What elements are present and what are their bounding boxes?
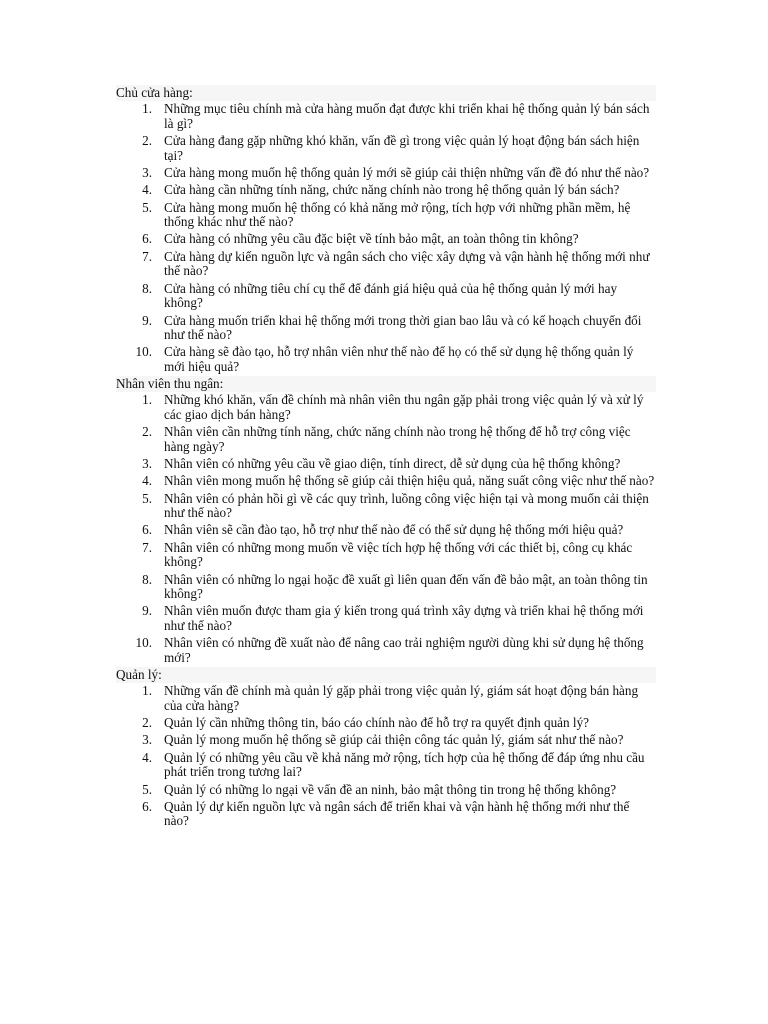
question-number: 2. bbox=[142, 133, 152, 149]
question-text: Nhân viên có những lo ngại hoặc đề xuất gì liên quan đến vấn đề bảo mật, an toàn thông tin không? bbox=[164, 571, 648, 602]
question-text: Nhân viên có những đề xuất nào để nâng cao trải nghiệm người dùng khi sử dụng hệ thống mới? bbox=[164, 635, 644, 665]
question-item bbox=[116, 749, 656, 781]
question-item bbox=[116, 732, 656, 749]
question-list bbox=[116, 683, 656, 830]
question-item bbox=[116, 473, 656, 490]
question-item bbox=[116, 571, 656, 603]
question-item bbox=[116, 248, 656, 280]
question-item bbox=[116, 781, 656, 798]
question-section bbox=[116, 376, 656, 667]
question-number: 3. bbox=[142, 732, 152, 748]
question-text: Quản lý có những yêu cầu về khả năng mở rộng, tích hợp của hệ thống để đáp ứng nhu cầu phát triển trong tương lai? bbox=[164, 749, 645, 780]
question-number: 4. bbox=[142, 473, 152, 489]
question-text: Nhân viên mong muốn hệ thống sẽ giúp cải thiện hiệu quả, năng suất công việc như thế nào? bbox=[164, 473, 655, 489]
question-number: 4. bbox=[142, 749, 152, 765]
question-item bbox=[116, 231, 656, 248]
question-text: Cửa hàng sẽ đào tạo, hỗ trợ nhân viên như thế nào để họ có thể sử dụng hệ thống quản lý mới hiệu quả? bbox=[164, 344, 634, 374]
question-item bbox=[116, 392, 656, 424]
question-item bbox=[116, 344, 656, 376]
question-item bbox=[116, 101, 656, 133]
document-content bbox=[116, 85, 656, 830]
question-text: Cửa hàng mong muốn hệ thống quản lý mới sẽ giúp cải thiện những vấn đề đó như thế nào? bbox=[164, 165, 650, 181]
question-item bbox=[116, 424, 656, 456]
question-item bbox=[116, 456, 656, 473]
question-number: 4. bbox=[142, 182, 152, 198]
question-number: 3. bbox=[142, 165, 152, 181]
question-number: 7. bbox=[142, 248, 152, 264]
question-text: Nhân viên sẽ cần đào tạo, hỗ trợ như thế nào để có thể sử dụng hệ thống mới hiệu quả? bbox=[164, 522, 624, 538]
question-text: Những khó khăn, vấn đề chính mà nhân viên thu ngân gặp phải trong việc quản lý và xử lý các giao dịch bán hàng? bbox=[164, 392, 644, 422]
question-number: 5. bbox=[142, 490, 152, 506]
question-text: Quản lý dự kiến nguồn lực và ngân sách để triển khai và vận hành hệ thống mới như thế nào? bbox=[164, 798, 630, 829]
question-item bbox=[116, 199, 656, 231]
section-heading: Nhân viên thu ngân: bbox=[116, 376, 656, 392]
question-text: Cửa hàng cần những tính năng, chức năng chính nào trong hệ thống quản lý bán sách? bbox=[164, 182, 620, 198]
question-number: 10. bbox=[135, 344, 152, 360]
question-item bbox=[116, 182, 656, 199]
question-item bbox=[116, 635, 656, 667]
question-text: Nhân viên có những yêu cầu về giao diện, tính direct, dễ sử dụng của hệ thống không? bbox=[164, 456, 621, 472]
question-number: 5. bbox=[142, 781, 152, 797]
question-text: Cửa hàng có những tiêu chí cụ thể để đánh giá hiệu quả của hệ thống quản lý mới hay không? bbox=[164, 280, 618, 311]
question-text: Những vấn đề chính mà quản lý gặp phải trong việc quản lý, giám sát hoạt động bán hàng của cửa hàng? bbox=[164, 683, 639, 713]
question-text: Cửa hàng có những yêu cầu đặc biệt về tính bảo mật, an toàn thông tin không? bbox=[164, 231, 579, 247]
question-number: 6. bbox=[142, 522, 152, 538]
question-text: Nhân viên có những mong muốn về việc tích hợp hệ thống với các thiết bị, công cụ khác không? bbox=[164, 539, 633, 570]
question-text: Quản lý mong muốn hệ thống sẽ giúp cải thiện công tác quản lý, giám sát như thế nào? bbox=[164, 732, 624, 748]
question-number: 1. bbox=[142, 392, 152, 408]
question-number: 1. bbox=[142, 101, 152, 117]
question-text: Nhân viên có phản hồi gì về các quy trình, luồng công việc hiện tại và mong muốn cải thiện như thế nào? bbox=[164, 490, 649, 521]
question-number: 8. bbox=[142, 280, 152, 296]
question-list bbox=[116, 101, 656, 376]
question-item bbox=[116, 539, 656, 571]
question-item bbox=[116, 603, 656, 635]
question-text: Cửa hàng muốn triển khai hệ thống mới trong thời gian bao lâu và có kế hoạch chuyển đổi như thế nào? bbox=[164, 312, 642, 343]
question-item bbox=[116, 683, 656, 715]
question-item bbox=[116, 312, 656, 344]
question-item bbox=[116, 715, 656, 732]
question-number: 6. bbox=[142, 231, 152, 247]
question-number: 2. bbox=[142, 715, 152, 731]
question-section bbox=[116, 85, 656, 376]
question-item bbox=[116, 165, 656, 182]
question-number: 2. bbox=[142, 424, 152, 440]
question-item bbox=[116, 522, 656, 539]
question-number: 5. bbox=[142, 199, 152, 215]
question-number: 7. bbox=[142, 539, 152, 555]
question-section bbox=[116, 667, 656, 830]
question-number: 1. bbox=[142, 683, 152, 699]
question-text: Quản lý có những lo ngại về vấn đề an ninh, bảo mật thông tin trong hệ thống không? bbox=[164, 781, 617, 797]
question-text: Quản lý cần những thông tin, báo cáo chính nào để hỗ trợ ra quyết định quản lý? bbox=[164, 715, 590, 731]
question-item bbox=[116, 799, 656, 831]
question-text: Cửa hàng đang gặp những khó khăn, vấn đề gì trong việc quản lý hoạt động bán sách hiện tại? bbox=[164, 133, 640, 163]
question-list bbox=[116, 392, 656, 667]
question-number: 3. bbox=[142, 456, 152, 472]
question-number: 10. bbox=[135, 635, 152, 651]
question-number: 8. bbox=[142, 571, 152, 587]
section-heading: Quản lý: bbox=[116, 667, 656, 683]
question-item bbox=[116, 280, 656, 312]
question-text: Những mục tiêu chính mà cửa hàng muốn đạt được khi triển khai hệ thống quản lý bán sách là gì? bbox=[164, 101, 650, 131]
question-text: Nhân viên muốn được tham gia ý kiến trong quá trình xây dựng và triển khai hệ thống mới như thế nào? bbox=[164, 603, 644, 634]
question-text: Nhân viên cần những tính năng, chức năng chính nào trong hệ thống để hỗ trợ công việc hàng ngày? bbox=[164, 424, 631, 454]
question-number: 9. bbox=[142, 312, 152, 328]
section-heading: Chủ cửa hàng: bbox=[116, 85, 656, 101]
question-number: 6. bbox=[142, 798, 152, 814]
question-item bbox=[116, 133, 656, 165]
question-text: Cửa hàng dự kiến nguồn lực và ngân sách cho việc xây dựng và vận hành hệ thống mới như thế nào? bbox=[164, 248, 650, 279]
question-item bbox=[116, 490, 656, 522]
question-number: 9. bbox=[142, 603, 152, 619]
question-text: Cửa hàng mong muốn hệ thống có khả năng mở rộng, tích hợp với những phần mềm, hệ thống khác như thế nào? bbox=[164, 199, 631, 230]
